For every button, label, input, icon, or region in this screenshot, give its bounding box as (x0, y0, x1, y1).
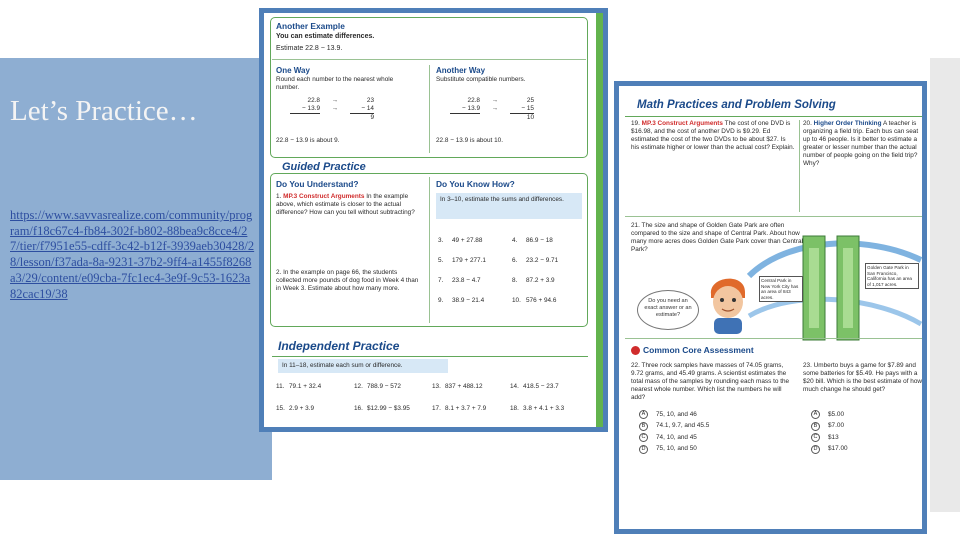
work-value: − 13.9 (290, 105, 320, 114)
choice-letter: B (639, 422, 648, 431)
resource-link[interactable]: https://www.savvasrealize.com/community/program/f18c67c4-fb84-302f-b802-88bea9c8cce4/27/tier/f7951e55-cdff-3c42-b12f-3939aeb30428/28/lesson/f37ada-8a-9231-37b2-9ff4-a1455f8268a3/29/content/e09cba-7fc1ec4-3e9f-9c53-1623a82cac19/38 (10, 208, 255, 301)
work-value: − 15 (510, 105, 534, 114)
arrow-icon: → (331, 105, 339, 112)
arrow-icon: → (491, 97, 499, 104)
problem (438, 277, 512, 297)
choice-letter: A (639, 410, 648, 419)
question-number: 20. (803, 120, 812, 127)
problem-expression: 418.5 − 23.7 (523, 383, 559, 390)
problem-expression: 179 + 277.1 (452, 257, 486, 264)
page-edge-tab (596, 13, 603, 427)
choice-letter: C (811, 433, 820, 442)
choice-letter: D (639, 445, 648, 454)
answer-choice[interactable] (639, 432, 799, 444)
divider-vertical (429, 177, 430, 323)
student-character-illustration (705, 272, 751, 334)
problem (510, 405, 588, 413)
independent-row-2 (276, 405, 596, 413)
textbook-page-left (259, 8, 608, 432)
question-number: 1. (276, 193, 282, 200)
another-way-title: Another Way (436, 66, 486, 75)
know-how-title: Do You Know How? (436, 179, 515, 189)
question-23: 23. Umberto buys a game for $7.89 and some batteries for $5.49. He pays with a $20 bill. Which is the best estimate of how much change he should get? (803, 362, 922, 393)
divider-vertical (799, 120, 800, 212)
problem (438, 297, 512, 317)
choice-text: $13 (828, 433, 839, 441)
right-edge-bar (930, 58, 960, 512)
one-way-text: Round each number to the nearest whole number. (276, 76, 394, 91)
answer-choice[interactable] (811, 432, 911, 444)
choice-letter: B (811, 422, 820, 431)
math-practices-title: Math Practices and Problem Solving (637, 99, 836, 111)
problem-expression: 788.9 − 572 (367, 383, 401, 390)
divider (272, 59, 586, 60)
divider (625, 216, 923, 217)
question-22-choices (639, 409, 799, 455)
problem (432, 383, 510, 391)
choice-text: 75, 10, and 46 (656, 410, 697, 418)
answer-choice[interactable] (639, 409, 799, 421)
problem (512, 237, 586, 257)
work-value: 22.8 (467, 97, 480, 104)
problem-number: 17. (432, 405, 441, 412)
problem-expression: 38.9 − 21.4 (452, 297, 485, 304)
problem-number: 12. (354, 383, 363, 390)
problem (438, 237, 512, 257)
problem-expression: 86.9 − 18 (526, 237, 553, 244)
one-way-work (290, 97, 380, 122)
another-way-work (450, 97, 540, 122)
problem (438, 257, 512, 277)
practice-tag: Higher Order Thinking (813, 120, 882, 127)
work-result: 9 (370, 114, 374, 121)
problem-expression: 79.1 + 32.4 (289, 383, 322, 390)
choice-text: 74.1, 9.7, and 45.5 (656, 422, 710, 430)
problem-number: 4. (512, 237, 518, 244)
work-value: 22.8 (307, 97, 320, 104)
problem-expression: 23.8 − 4.7 (452, 277, 481, 284)
another-example-prompt: Estimate 22.8 − 13.9. (276, 45, 343, 52)
another-way-text: Substitute compatible numbers. (436, 76, 526, 83)
problem-expression: 3.8 + 4.1 + 3.3 (523, 405, 565, 412)
divider (272, 356, 588, 357)
problem-number: 3. (438, 237, 444, 244)
assessment-icon (631, 346, 640, 355)
problem (512, 297, 586, 317)
answer-choice[interactable] (811, 409, 911, 421)
question-text: The cost of one DVD is $16.98, and the cost of another DVD is $9.29. Ed estimated the cost of the two DVDs to be about $27. Is his estimate higher or lower than the actual cost? Explain. (631, 120, 795, 151)
problem-row (438, 277, 586, 297)
arrow-icon: → (331, 97, 339, 104)
problem (276, 405, 354, 413)
divider (625, 338, 923, 339)
guided-practice-title: Guided Practice (282, 161, 366, 173)
problem-number: 14. (510, 383, 519, 390)
work-result: 10 (526, 114, 534, 121)
problem-row (438, 237, 586, 257)
problem-number: 15. (276, 405, 285, 412)
arrow-icon: → (491, 105, 499, 112)
problem-expression: 837 + 488.12 (445, 383, 483, 390)
golden-gate-label: Golden Gate Park in San Francisco, California has an area of 1,017 acres. (865, 263, 919, 289)
assessment-title: Common Core Assessment (643, 345, 754, 355)
problem-number: 5. (438, 257, 444, 264)
problem (354, 383, 432, 391)
question-21: 21. The size and shape of Golden Gate Park are often compared to the size and shape of Central Park. About how many more acres does Golden Gate Park cover than Central Park? (631, 222, 803, 253)
problem (512, 277, 586, 297)
independent-instructions: In 11–18, estimate each sum or difference. (282, 362, 403, 369)
divider (625, 116, 923, 117)
problem-number: 10. (512, 297, 521, 304)
question-19 (631, 120, 795, 152)
question-text: In the example above, which estimate is closer to the actual difference? How can you tell without subtracting? (276, 193, 415, 216)
problem-number: 9. (438, 297, 444, 304)
choice-letter: C (639, 433, 648, 442)
know-how-instructions: In 3–10, estimate the sums and differences. (440, 196, 564, 203)
answer-choice[interactable] (639, 444, 799, 456)
problem-number: 16. (354, 405, 363, 412)
textbook-page-right (614, 81, 927, 534)
work-value: − 13.9 (450, 105, 480, 114)
another-way-result: 22.8 − 13.9 is about 10. (436, 137, 503, 144)
question-number: 19. (631, 120, 640, 127)
problem (276, 383, 354, 391)
question-2: 2. In the example on page 66, the students collected more pounds of dog food in Week 4 than in Week 3. Estimate about how many more. (276, 269, 419, 292)
question-text: A teacher is organizing a field trip. Each bus can seat up to 46 people. Is it better to estimate a greater or lesser number than the actual number of people going on the field trip? Why? (803, 120, 919, 167)
answer-choice[interactable] (639, 421, 799, 433)
another-example-subtitle: You can estimate differences. (276, 33, 375, 40)
practice-tag: MP.3 Construct Arguments (283, 193, 365, 200)
problem-number: 7. (438, 277, 444, 284)
problem (354, 405, 432, 413)
practice-tag: MP.3 Construct Arguments (641, 120, 723, 127)
question-1 (276, 193, 424, 217)
choice-text: $17.00 (828, 445, 848, 453)
problem (512, 257, 586, 277)
problem-expression: 23.2 − 9.71 (526, 257, 559, 264)
problem-expression: 2.9 + 3.9 (289, 405, 315, 412)
problem-number: 18. (510, 405, 519, 412)
choice-letter: A (811, 410, 820, 419)
problem-row (438, 297, 586, 317)
choice-text: 74, 10, and 45 (656, 433, 697, 441)
divider-vertical (429, 65, 430, 153)
problem-expression: 8.1 + 3.7 + 7.9 (445, 405, 487, 412)
know-how-problems (438, 237, 586, 317)
problem-number: 13. (432, 383, 441, 390)
problem-expression: 87.2 + 3.9 (526, 277, 555, 284)
problem-expression: 576 + 94.6 (526, 297, 557, 304)
work-value: 25 (526, 97, 534, 104)
problem-row (438, 257, 586, 277)
choice-text: $7.00 (828, 422, 844, 430)
slide-title: Let’s Practice… (10, 95, 198, 127)
question-20 (803, 120, 919, 168)
problem-number: 8. (512, 277, 518, 284)
thought-bubble: Do you need an exact answer or an estimate? (637, 290, 699, 330)
problem-number: 6. (512, 257, 518, 264)
answer-choice[interactable] (811, 421, 911, 433)
central-park-label: Central Park in New York City has an area of 843 acres. (759, 276, 803, 302)
one-way-title: One Way (276, 66, 310, 75)
independent-row-1 (276, 383, 596, 391)
another-example-title: Another Example (276, 21, 345, 31)
answer-choice[interactable] (811, 444, 911, 456)
choice-letter: D (811, 445, 820, 454)
work-value: − 14 (350, 105, 374, 114)
problem-expression: $12.99 − $3.95 (367, 405, 410, 412)
one-way-result: 22.8 − 13.9 is about 9. (276, 137, 340, 144)
problem-expression: 49 + 27.88 (452, 237, 483, 244)
independent-practice-title: Independent Practice (278, 339, 400, 353)
question-22: 22. Three rock samples have masses of 74.05 grams, 9.72 grams, and 45.49 grams. A scientist estimates the total mass of the samples by rounding each mass to the nearest whole number. Which list the numbers he will add? (631, 362, 790, 401)
problem (510, 383, 588, 391)
work-value: 23 (366, 97, 374, 104)
question-23-choices (811, 409, 911, 455)
choice-text: $5.00 (828, 410, 844, 418)
understand-title: Do You Understand? (276, 179, 359, 189)
problem (432, 405, 510, 413)
problem-number: 11. (276, 383, 285, 390)
choice-text: 75, 10, and 50 (656, 445, 697, 453)
